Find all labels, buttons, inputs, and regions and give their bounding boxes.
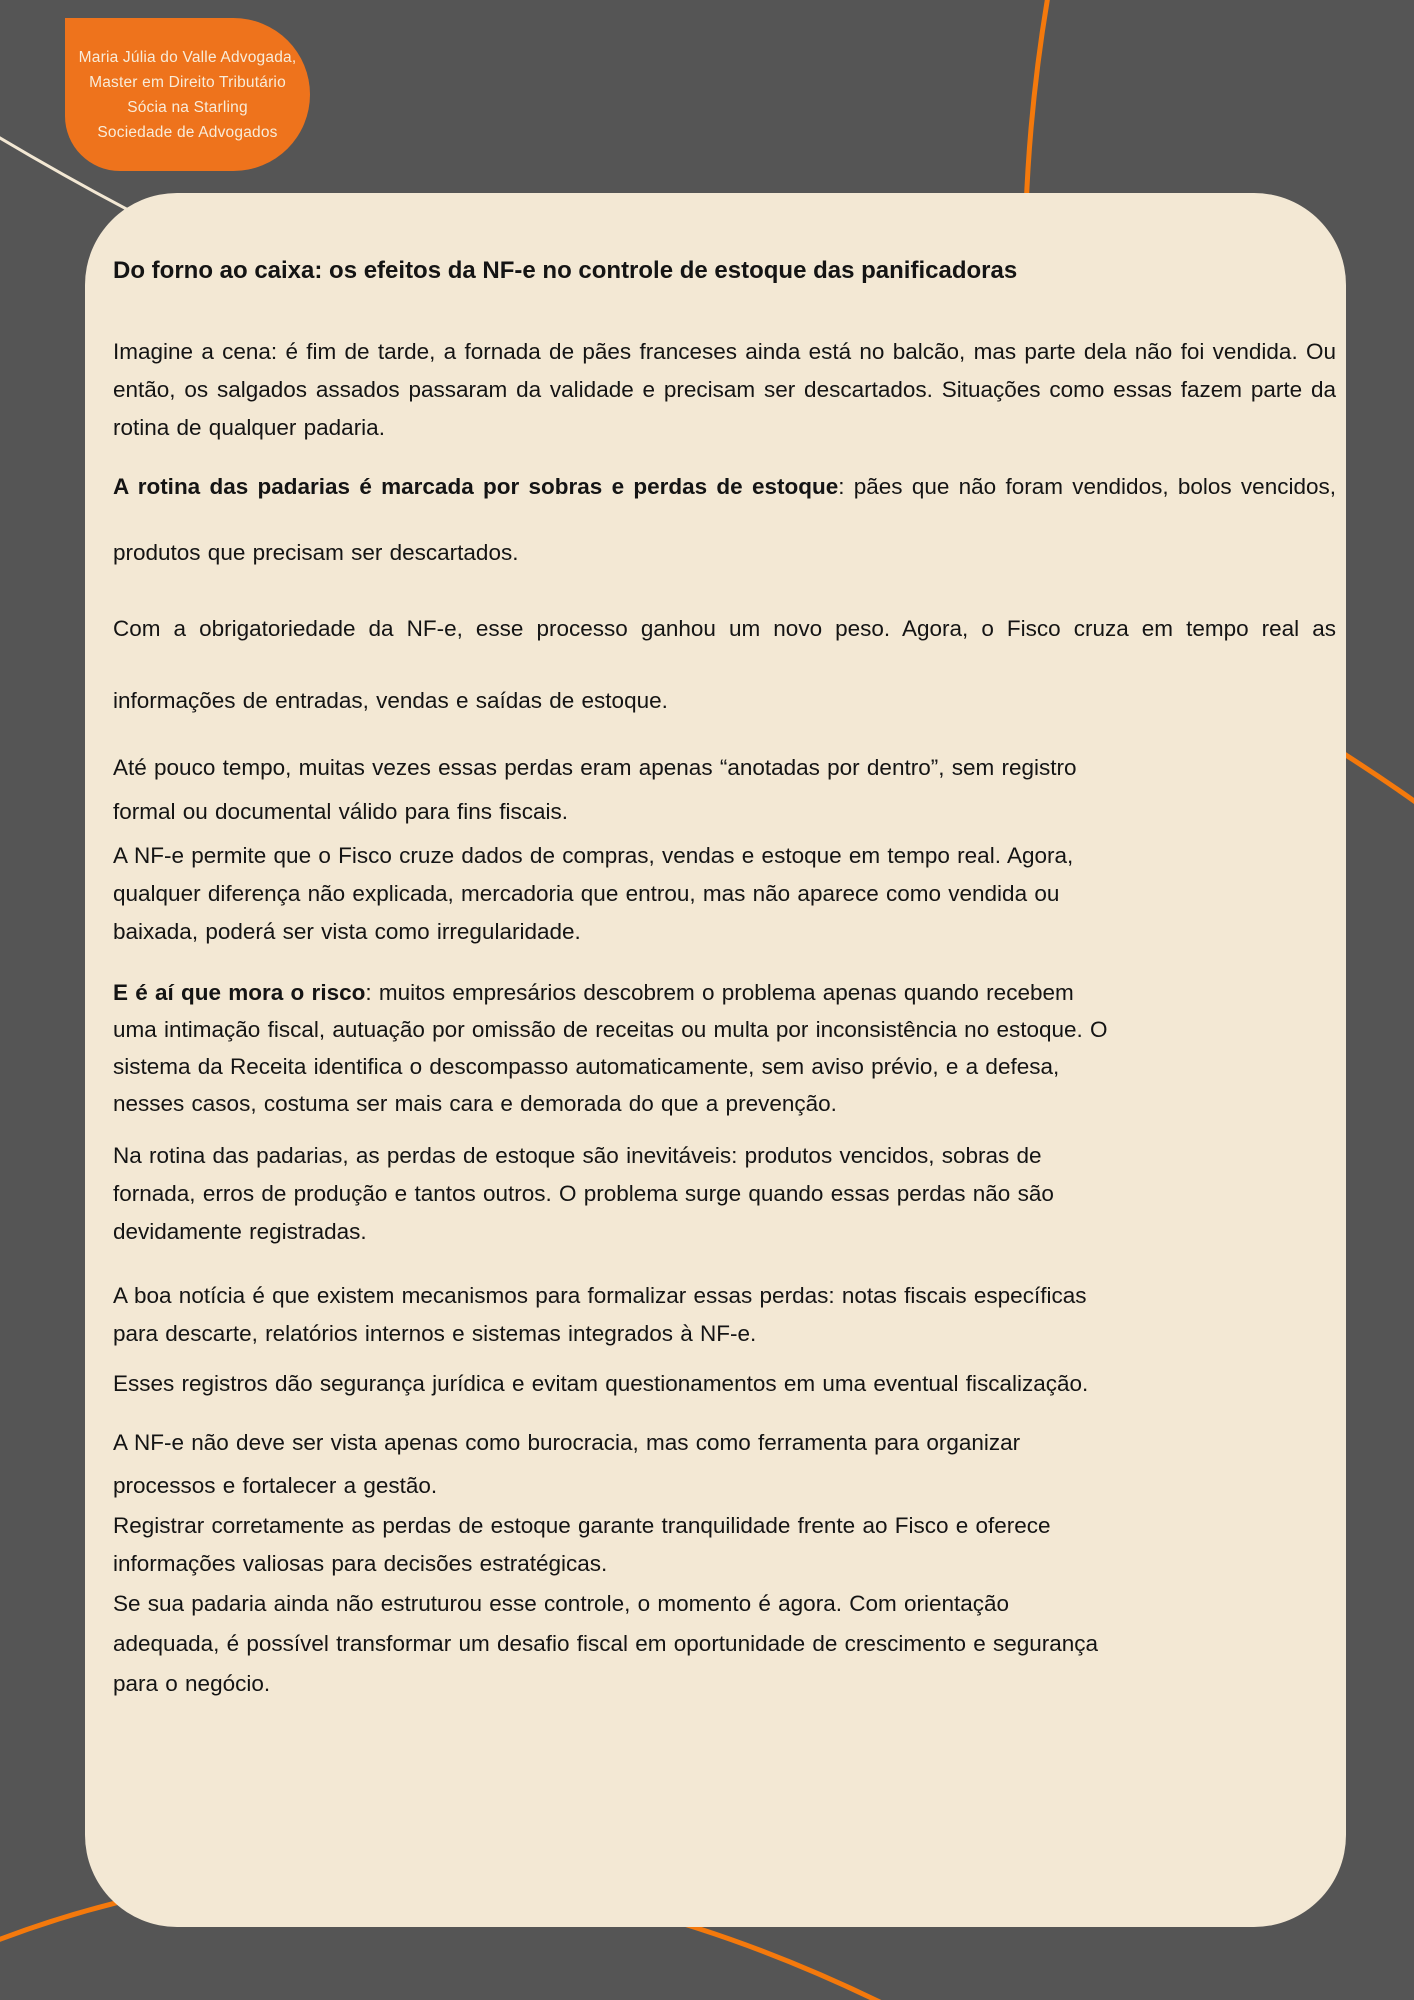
paragraph-text: Imagine a cena: é fim de tarde, a fornada de pães franceses ainda está no balcão, mas parte dela não foi vendida. Ou então, os salgados assados passaram da validade e precisam ser descartados. Situações como essas fazem parte da rotina de qualquer padaria. xyxy=(113,339,1336,440)
paragraph-routine xyxy=(113,454,1336,586)
paragraph-text: : pães que não foram vendidos, bolos vencidos, produtos que precisam ser descartados. xyxy=(113,474,1336,565)
paragraph-good-news xyxy=(113,1277,1113,1353)
paragraph-call-to-action xyxy=(113,1584,1113,1704)
badge-line-2: Master em Direito Tributário xyxy=(89,73,286,91)
paragraph-nfe-obligation xyxy=(113,593,1336,737)
orange-curve-right xyxy=(1338,750,1414,808)
paragraph-register-correctly xyxy=(113,1507,1113,1583)
article-card xyxy=(85,193,1346,1927)
paragraph-text: Com a obrigatoriedade da NF-e, esse processo ganhou um novo peso. Agora, o Fisco cruza em tempo real as informações de entradas, vendas e saídas de estoque. xyxy=(113,616,1336,713)
paragraph-lead: A rotina das padarias é marcada por sobras e perdas de estoque xyxy=(113,474,839,499)
paragraph-text: A NF-e permite que o Fisco cruze dados de compras, vendas e estoque em tempo real. Agora, qualquer diferença não explicada, mercadoria que entrou, mas não aparece como vendida ou baixada, poderá ser vista como irregularidade. xyxy=(113,843,1074,944)
article-title: Do forno ao caixa: os efeitos da NF-e no controle de estoque das panificadoras xyxy=(113,257,1018,284)
paragraph-text: : muitos empresários descobrem o problema apenas quando recebem uma intimação fiscal, autuação por omissão de receitas ou multa por inconsistência no estoque. O sistema da Receita identifica o descompasso automaticamente, sem aviso prévio, e a defesa, nesses casos, costuma ser mais cara e demorada do que a prevenção. xyxy=(113,980,1108,1116)
paragraph-legal-safety xyxy=(113,1365,1113,1403)
paragraph-informal-records xyxy=(113,746,1113,834)
paragraph-text: Registrar corretamente as perdas de estoque garante tranquilidade frente ao Fisco e oferece informações valiosas para decisões estratégicas. xyxy=(113,1513,1051,1576)
paragraph-lead: E é aí que mora o risco xyxy=(113,980,366,1005)
paragraph-not-bureaucracy xyxy=(113,1421,1113,1507)
badge-line-3: Sócia na Starling xyxy=(127,98,248,116)
author-badge xyxy=(65,18,310,171)
paragraph-text: Até pouco tempo, muitas vezes essas perdas eram apenas “anotadas por dentro”, sem registro formal ou documental válido para fins fiscais. xyxy=(113,755,1077,824)
paragraph-intro xyxy=(113,333,1336,447)
paragraph-text: Na rotina das padarias, as perdas de estoque são inevitáveis: produtos vencidos, sobras de fornada, erros de produção e tantos outros. O problema surge quando essas perdas não são devidamente registradas. xyxy=(113,1143,1054,1244)
paragraph-inevitable-losses xyxy=(113,1137,1113,1251)
paragraph-text: Se sua padaria ainda não estruturou esse controle, o momento é agora. Com orientação adequada, é possível transformar um desafio fiscal em oportunidade de crescimento e segurança para o negócio. xyxy=(113,1591,1099,1696)
paragraph-text: A boa notícia é que existem mecanismos para formalizar essas perdas: notas fiscais específicas para descarte, relatórios internos e sistemas integrados à NF-e. xyxy=(113,1283,1087,1346)
paragraph-text: A NF-e não deve ser vista apenas como burocracia, mas como ferramenta para organizar processos e fortalecer a gestão. xyxy=(113,1430,1021,1498)
paragraph-risk xyxy=(113,974,1113,1122)
paragraph-cross-data xyxy=(113,837,1113,951)
badge-line-1: Maria Júlia do Valle Advogada, xyxy=(78,48,297,66)
badge-line-4: Sociedade de Advogados xyxy=(97,123,278,141)
orange-curve-top-right xyxy=(1026,0,1049,210)
paragraph-text: Esses registros dão segurança jurídica e evitam questionamentos em uma eventual fiscalização. xyxy=(113,1371,1089,1396)
